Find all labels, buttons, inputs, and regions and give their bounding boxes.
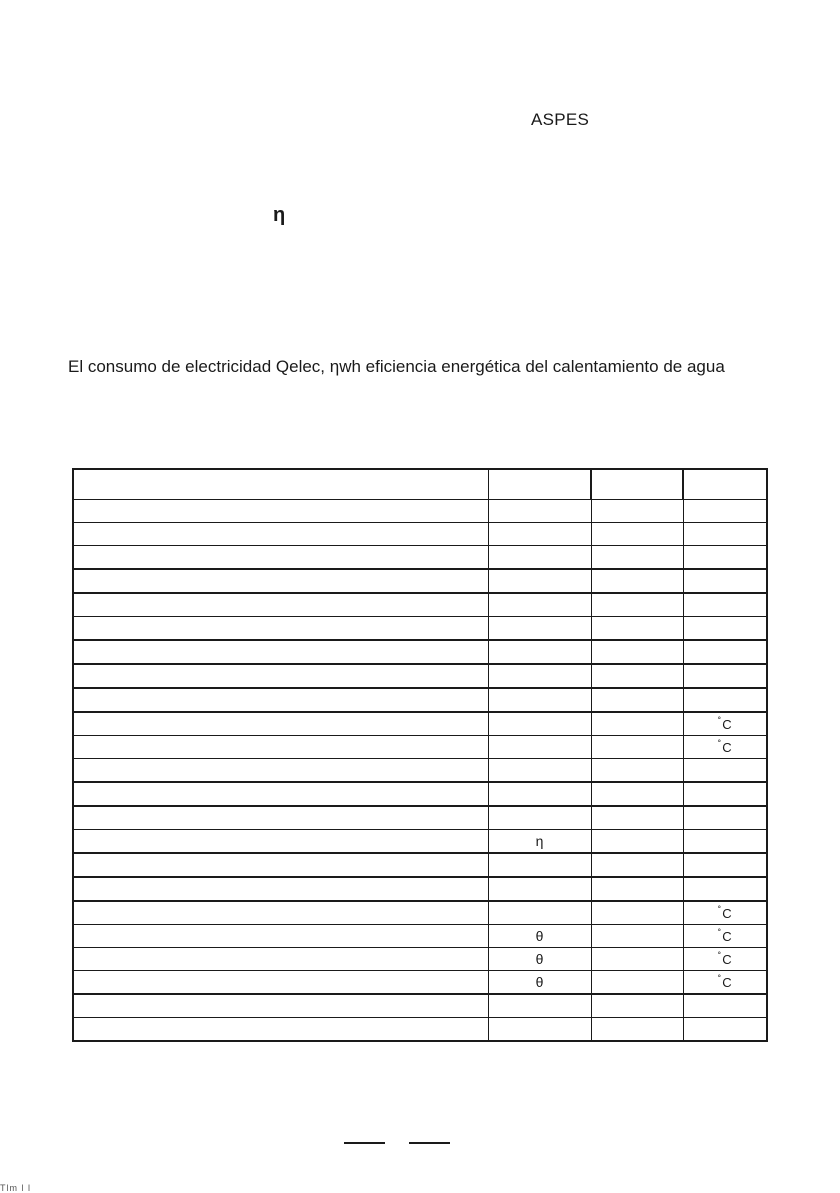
table-row: [73, 782, 767, 806]
symbol-cell: [488, 617, 591, 641]
unit-cell: [683, 617, 767, 641]
symbol-cell: [488, 759, 591, 783]
table-row: [73, 877, 767, 901]
symbol-cell: [488, 640, 591, 664]
symbol-cell: [488, 593, 591, 617]
unit-label: C: [722, 974, 732, 990]
value-cell: [591, 500, 683, 523]
symbol-cell: [488, 806, 591, 830]
symbol-cell: [488, 569, 591, 593]
symbol-cell: [488, 500, 591, 523]
parameter-cell: [73, 759, 488, 783]
unit-cell: [683, 830, 767, 854]
unit-cell: [683, 971, 767, 995]
parameter-cell: [73, 523, 488, 546]
unit-cell: [683, 712, 767, 736]
unit-cell: [683, 782, 767, 806]
table-row: [73, 569, 767, 593]
parameter-cell: [73, 736, 488, 759]
table-row: [73, 830, 767, 854]
value-cell: [591, 688, 683, 712]
parameter-cell: [73, 901, 488, 925]
unit-label: C: [722, 716, 732, 732]
value-cell: [591, 877, 683, 901]
table-row: [73, 994, 767, 1018]
degree-mark: ˚: [717, 928, 722, 940]
symbol-cell: η: [488, 830, 591, 854]
degree-mark: ˚: [717, 905, 722, 917]
unit-cell: [683, 877, 767, 901]
unit-cell: [683, 925, 767, 948]
header-cell-value: [591, 469, 683, 500]
parameter-cell: [73, 971, 488, 995]
parameter-cell: [73, 948, 488, 971]
parameter-cell: [73, 617, 488, 641]
table-row: [73, 948, 767, 971]
footer-line-right: [409, 1142, 450, 1144]
table-row: [73, 1018, 767, 1042]
degree-mark: ˚: [717, 974, 722, 986]
symbol-cell: θ: [488, 971, 591, 995]
value-cell: [591, 901, 683, 925]
value-cell: [591, 736, 683, 759]
intro-text: El consumo de electricidad Qelec, ηwh eficiencia energética del calentamiento de agua: [68, 357, 725, 376]
table-row: [73, 925, 767, 948]
value-cell: [591, 523, 683, 546]
symbol-cell: [488, 853, 591, 877]
unit-cell: [683, 736, 767, 759]
value-cell: [591, 617, 683, 641]
header-cell-unit: [683, 469, 767, 500]
value-cell: [591, 806, 683, 830]
header-cell-symbol: [488, 469, 591, 500]
specification-table: [72, 468, 768, 1042]
unit-cell: [683, 546, 767, 570]
symbol-cell: [488, 523, 591, 546]
table-row: [73, 736, 767, 759]
unit-label: C: [722, 951, 732, 967]
parameter-cell: [73, 712, 488, 736]
value-cell: [591, 640, 683, 664]
value-cell: [591, 925, 683, 948]
value-cell: [591, 759, 683, 783]
symbol-cell: [488, 1018, 591, 1042]
header-cell-parameter: [73, 469, 488, 500]
table-header-row: [73, 469, 767, 500]
cropped-footer-text: Tlm l l: [0, 1183, 31, 1193]
symbol-cell: [488, 688, 591, 712]
symbol-cell: [488, 877, 591, 901]
value-cell: [591, 971, 683, 995]
degree-mark: ˚: [717, 716, 722, 728]
eta-symbol: η: [273, 204, 286, 226]
value-cell: [591, 664, 683, 688]
symbol-cell: [488, 782, 591, 806]
parameter-cell: [73, 546, 488, 570]
table-row: [73, 593, 767, 617]
parameter-cell: [73, 500, 488, 523]
unit-cell: [683, 806, 767, 830]
table-row: [73, 546, 767, 570]
unit-cell: [683, 759, 767, 783]
unit-label: C: [722, 928, 732, 944]
table-row: [73, 523, 767, 546]
table-row: [73, 688, 767, 712]
table-row: [73, 806, 767, 830]
parameter-cell: [73, 1018, 488, 1042]
brand-name: ASPES: [531, 110, 590, 129]
symbol-cell: [488, 664, 591, 688]
unit-cell: [683, 569, 767, 593]
unit-cell: [683, 688, 767, 712]
symbol-cell: θ: [488, 925, 591, 948]
unit-cell: [683, 593, 767, 617]
value-cell: [591, 569, 683, 593]
parameter-cell: [73, 688, 488, 712]
table-row: [73, 853, 767, 877]
parameter-cell: [73, 853, 488, 877]
parameter-cell: [73, 640, 488, 664]
table-row: [73, 712, 767, 736]
footer-line-left: [344, 1142, 385, 1144]
unit-cell: [683, 500, 767, 523]
unit-cell: [683, 901, 767, 925]
table-row: [73, 500, 767, 523]
unit-label: C: [722, 739, 732, 755]
unit-cell: [683, 664, 767, 688]
value-cell: [591, 782, 683, 806]
table-row: [73, 640, 767, 664]
value-cell: [591, 593, 683, 617]
table-row: [73, 759, 767, 783]
unit-cell: [683, 853, 767, 877]
value-cell: [591, 948, 683, 971]
unit-cell: [683, 640, 767, 664]
unit-cell: [683, 523, 767, 546]
parameter-cell: [73, 877, 488, 901]
unit-cell: [683, 994, 767, 1018]
table-row: [73, 971, 767, 995]
parameter-cell: [73, 994, 488, 1018]
parameter-cell: [73, 569, 488, 593]
value-cell: [591, 994, 683, 1018]
table-row: [73, 664, 767, 688]
value-cell: [591, 712, 683, 736]
parameter-cell: [73, 806, 488, 830]
parameter-cell: [73, 593, 488, 617]
value-cell: [591, 1018, 683, 1042]
unit-cell: [683, 948, 767, 971]
degree-mark: ˚: [717, 739, 722, 751]
unit-label: C: [722, 905, 732, 921]
symbol-cell: [488, 994, 591, 1018]
parameter-cell: [73, 664, 488, 688]
degree-mark: ˚: [717, 951, 722, 963]
parameter-cell: [73, 782, 488, 806]
table-row: [73, 901, 767, 925]
value-cell: [591, 853, 683, 877]
symbol-cell: [488, 712, 591, 736]
table-row: [73, 617, 767, 641]
symbol-cell: [488, 901, 591, 925]
parameter-cell: [73, 925, 488, 948]
unit-cell: [683, 1018, 767, 1042]
symbol-cell: [488, 736, 591, 759]
symbol-cell: [488, 546, 591, 570]
value-cell: [591, 830, 683, 854]
parameter-cell: [73, 830, 488, 854]
value-cell: [591, 546, 683, 570]
symbol-cell: θ: [488, 948, 591, 971]
